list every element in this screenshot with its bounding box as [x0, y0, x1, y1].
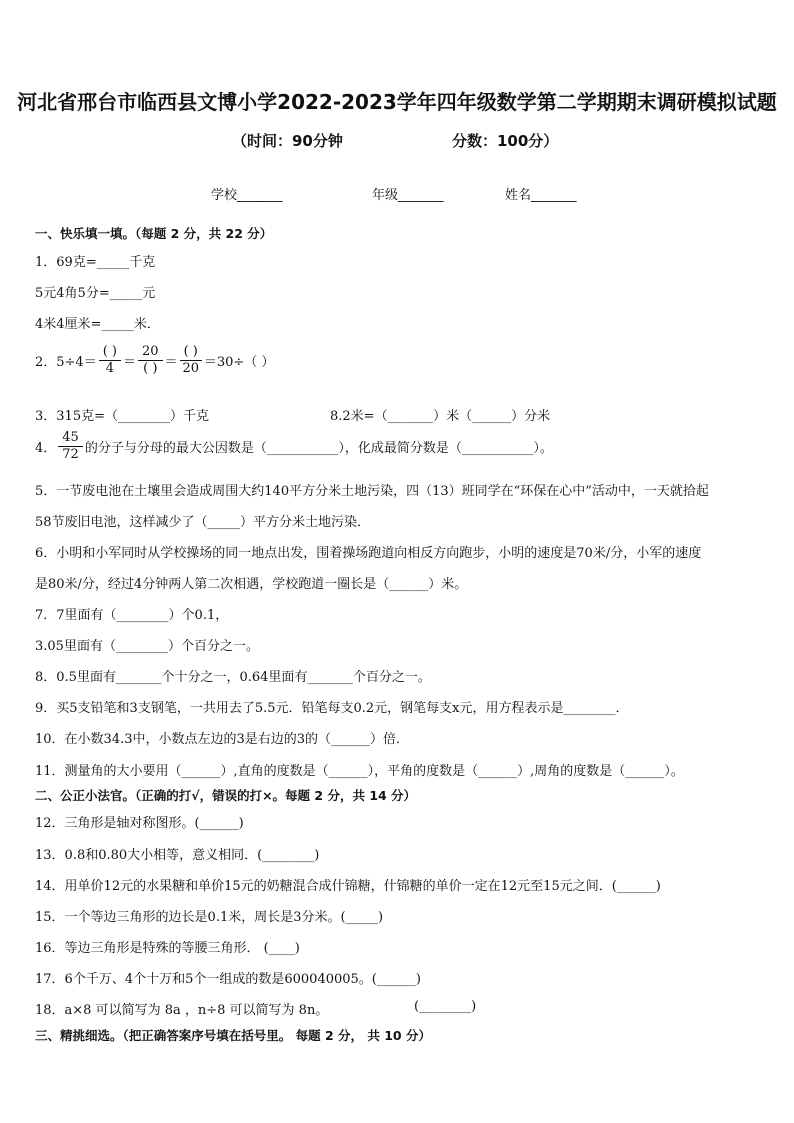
question-15: 15．一个等边三角形的边长是0.1米，周长是3分米。(_____) [35, 910, 384, 925]
question-2 [35, 344, 274, 377]
q2-fraction-2 [138, 344, 163, 377]
question-14: 14．用单价12元的水果糖和单价15元的奶糖混合成什锦糖，什锦糖的单价一定在12元至15元之间．(______) [35, 879, 661, 894]
question-1a: 1．69克=_____千克 [35, 255, 156, 270]
q2-f2-denominator: ( ) [143, 361, 158, 376]
page-title: 河北省邢台市临西县文博小学2022-2023学年四年级数学第二学期期末调研模拟试题 [17, 90, 777, 114]
question-7a: 7．7里面有（________）个0.1， [35, 608, 229, 623]
exam-time: （时间：90分钟 [232, 132, 343, 150]
question-18: 18．a×8 可以简写为 8a ，n÷8 可以简写为 8n。 [35, 1003, 329, 1018]
question-6-line2: 是80米/分，经过4分钟两人第二次相遇，学校跑道一圈长是（______）米。 [35, 577, 468, 592]
question-1b: 5元4角5分=_____元 [35, 286, 156, 301]
question-8: 8．0.5里面有_______个十分之一，0.64里面有_______个百分之一。 [35, 670, 431, 685]
q4-prefix: 4． [35, 441, 57, 456]
q4-numerator: 45 [58, 430, 83, 447]
question-7b: 3.05里面有（________）个百分之一。 [35, 639, 259, 654]
section1-heading: 一、快乐填一填。（每题 2 分，共 22 分） [35, 226, 273, 241]
q4-fraction [58, 430, 83, 463]
question-13: 13．0.8和0.80大小相等，意义相同．(________) [35, 848, 320, 863]
q4-text: 的分子与分母的最大公因数是（___________），化成最简分数是（___________）。 [84, 441, 553, 456]
q2-f1-denominator: 4 [105, 361, 114, 376]
q2-f2-numerator: 20 [138, 344, 163, 361]
q2-fraction-1 [99, 344, 121, 377]
q2-equals: ＝ [123, 355, 137, 370]
q2-fraction-3 [180, 344, 202, 377]
question-16: 16．等边三角形是特殊的等腰三角形． (____) [35, 941, 300, 956]
question-10: 10．在小数34.3中，小数点左边的3是右边的3的（______）倍． [35, 732, 410, 747]
grade-field: 年级_______ [372, 188, 444, 203]
exam-score: 分数：100分） [452, 132, 559, 150]
q2-prefix: 2．5÷4＝ [35, 355, 97, 370]
q2-f1-numerator: ( ) [99, 344, 121, 361]
school-field: 学校_______ [211, 188, 283, 203]
q2-f3-denominator: 20 [182, 361, 199, 376]
question-11: 11．测量角的大小要用（______）,直角的度数是（______），平角的度数是（______）,周角的度数是（______）。 [35, 764, 684, 779]
question-5-line2: 58节废旧电池，这样减少了（_____）平方分米土地污染． [35, 515, 371, 530]
q2-equals-2: ＝ [164, 355, 178, 370]
question-12: 12．三角形是轴对称图形。(______) [35, 816, 244, 831]
section3-heading: 三、精挑细选。（把正确答案序号填在括号里。 每题 2 分， 共 10 分） [35, 1028, 431, 1043]
q2-f3-numerator: ( ) [180, 344, 202, 361]
question-17: 17．6个千万、4个十万和5个一组成的数是600040005。(______) [35, 972, 421, 987]
section2-heading: 二、公正小法官。（正确的打√，错误的打×。每题 2 分，共 14 分） [35, 788, 417, 803]
question-9: 9．买5支铅笔和3支钢笔，一共用去了5.5元．铅笔每支0.2元，钢笔每支x元，用方程表示是________． [35, 701, 629, 716]
name-field: 姓名_______ [505, 188, 577, 203]
question-1c: 4米4厘米=_____米． [35, 317, 160, 332]
question-3b: 8.2米=（_______）米（______）分米 [330, 409, 551, 424]
question-18-answer: (________) [414, 999, 477, 1014]
question-6-line1: 6．小明和小军同时从学校操场的同一地点出发，围着操场跑道向相反方向跑步，小明的速度是70米/分，小军的速度 [35, 546, 702, 561]
question-4 [35, 430, 553, 463]
q2-suffix: ＝30÷（ ） [203, 355, 275, 370]
question-3a: 3．315克=（________）千克 [35, 409, 209, 424]
q4-denominator: 72 [62, 447, 79, 462]
question-5-line1: 5．一节废电池在土壤里会造成周围大约140平方分米土地污染，四（13）班同学在“环保在心中”活动中，一天就拾起 [35, 484, 709, 499]
